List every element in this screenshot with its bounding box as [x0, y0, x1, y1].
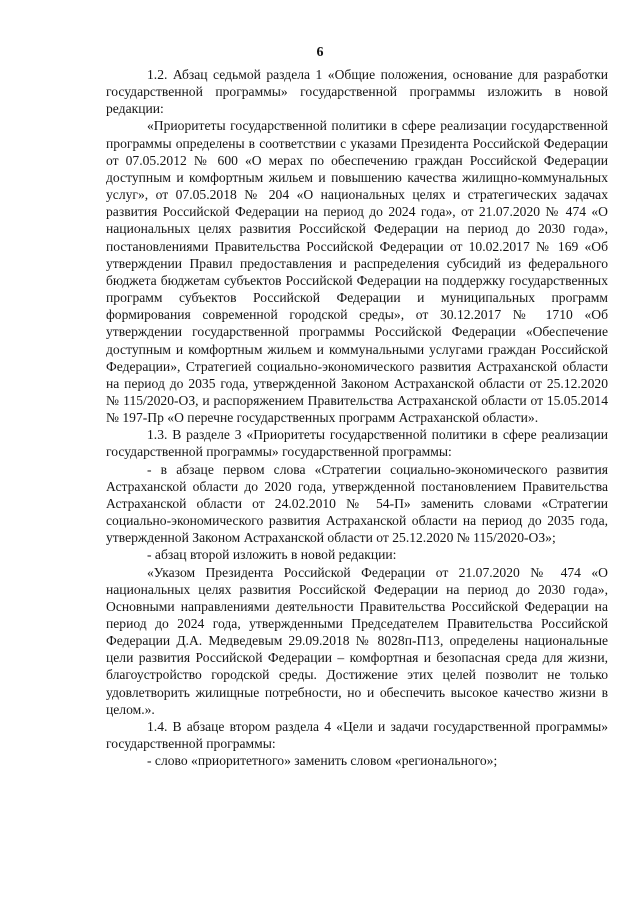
- paragraph-1-3: 1.3. В разделе 3 «Приоритеты государственной политики в сфере реализации государственной программы» государственной программы:: [106, 427, 608, 460]
- paragraph-1-4: 1.4. В абзаце втором раздела 4 «Цели и задачи государственной программы» государственной программы:: [106, 718, 608, 752]
- paragraph-1-3-item-b: - абзац второй изложить в новой редакции:: [147, 547, 397, 563]
- paragraph-quote-priorities: «Приоритеты государственной политики в сфере реализации государственной программы определены в соответствии с указами Президента Российской Федерации от 07.05.2012 № 600 «О мерах по обеспечению граждан Российской Федерации доступным и комфортным жильем и повышению качества жилищно-коммунальных услуг», от 07.05.2018 № 204 «О национальных целях и стратегических задачах развития Российской Федерации на период до 2024 года», от 21.07.2020 № 474 «О национальных целях развития Российской Федерации на период до 2030 года», постановлениями Правительства Российской Федерации от 10.02.2017 № 169 «Об утверждении Правил предоставления и распределения субсидий из федерального бюджета бюджетам субъектов Российской Федерации на поддержку государственных программ субъектов Российской Федерации и муниципальных программ формирования современной городской среды», от 30.12.2017 № 1710 «Об утверждении государственной программы Российской Федерации «Обеспечение доступным и комфортным жильем и коммунальными услугами граждан Российской Федерации», Стратегией социально-экономического развития Астраханской области на период до 2035 года, утвержденной Законом Астраханской области от 25.12.2020 № 115/2020-ОЗ, и распоряжением Правительства Астраханской области от 15.05.2014 № 197-Пр «О перечне государственных программ Астраханской области».: [106, 118, 608, 426]
- document-body: [106, 66, 608, 769]
- paragraph-1-3-item-a: - в абзаце первом слова «Стратегии социально-экономического развития Астраханской области до 2020 года, утвержденной постановлением Правительства Астраханской области от 24.02.2010 № 54-П» заменить словами «Стратегии социально-экономического развития Астраханской области на период до 2035 года, утвержденной Законом Астраханской области от 25.12.2020 № 115/2020-ОЗ»;: [106, 461, 608, 546]
- paragraph-quote-decree: «Указом Президента Российской Федерации от 21.07.2020 № 474 «О национальных целях развития Российской Федерации на период до 2030 года», Основными направлениями деятельности Правительства Российской Федерации на период до 2024 года, утвержденными Председателем Правительства Российской Федерации Д.А. Медведевым 29.09.2018 № 8028п-П13, определены национальные цели развития Российской Федерации – комфортная и безопасная среда для жизни, благоустройство городской среды. Достижение этих целей позволит не только удовлетворить жилищные потребности, но и обеспечить высокое качество жизни в целом.».: [106, 564, 608, 717]
- paragraph-1-4-item-a: - слово «приоритетного» заменить словом «регионального»;: [147, 753, 498, 769]
- paragraph-1-2: 1.2. Абзац седьмой раздела 1 «Общие положения, основание для разработки государственной программы» государственной программы изложить в новой редакции:: [106, 67, 608, 117]
- page-number: 6: [316, 45, 324, 60]
